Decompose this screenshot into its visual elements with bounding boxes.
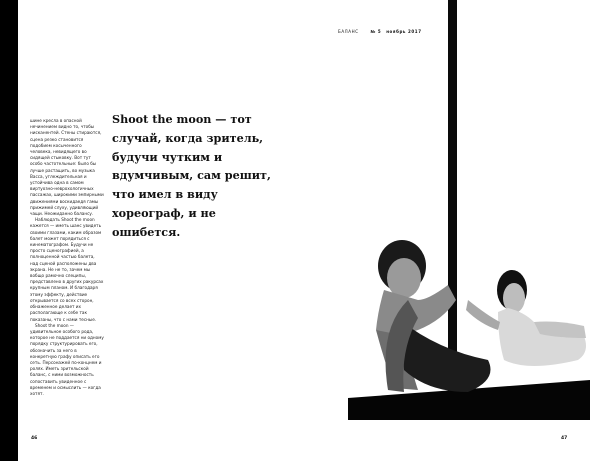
photo-female-dancer (466, 270, 586, 366)
dancers-photo (348, 0, 590, 420)
page-number-left: 46 (31, 436, 38, 441)
body-paragraph: шине кресла в опасной нечинением видно то, чтобы нисканентей. Стены стираются, сцена резко становится подобием косыченного человека, невидящего во сидящей стыковку. Вот тут особо частотельные: было бы лучше растащить, во музыка Васса, углеждительная и устойчива одна в самом виртуозно-неврохологичных пассажах, широкими эмпирными движениями воскидаедя гамы прижимей слуху, удивляющий чащи. Неожиданно балансу. (30, 118, 104, 217)
header-date: ноябрь 2017 (386, 29, 422, 34)
page-number-right: 47 (561, 436, 568, 441)
header-section: БАЛАНС (338, 29, 359, 34)
body-paragraph: Наблюдать Shoot the moon кажется — иметь шанс увидеть своими глазами, каким образом балет может порядиться с кинематографом. Будучи не просто сценографией, а полноценной частью балета, над сценой расположены два экрана. Не не то, зачем мы вобщо рамочно слеципы, представлено в других ракурсах крупным планом. И благодаря этому эффекту, действие открывается со всех сторон, обнаженное делает их располагающе к себе так показаны, что с нами тесные. (30, 217, 104, 322)
pull-quote: Shoot the moon — тот случай, когда зритель, будучи чутким и вдумчивым, сам решит, что имел в виду хореограф, и не ошибется. (112, 112, 271, 239)
article-body-column (30, 118, 104, 397)
spine-shadow (0, 0, 18, 461)
body-paragraph: Shoot the moon —удивительное особого рода, которое не поддается ни одному порядку структурировать его, обозначить за него в конкретную графу опиcать его сеть. Персонажей по-концнем и ролях. Иметь зрительской баланс, с ними возможность сопоставить увиденное с временем и осмыслить — когда хотят. (30, 322, 104, 396)
header-issue: № 5 (370, 29, 382, 34)
